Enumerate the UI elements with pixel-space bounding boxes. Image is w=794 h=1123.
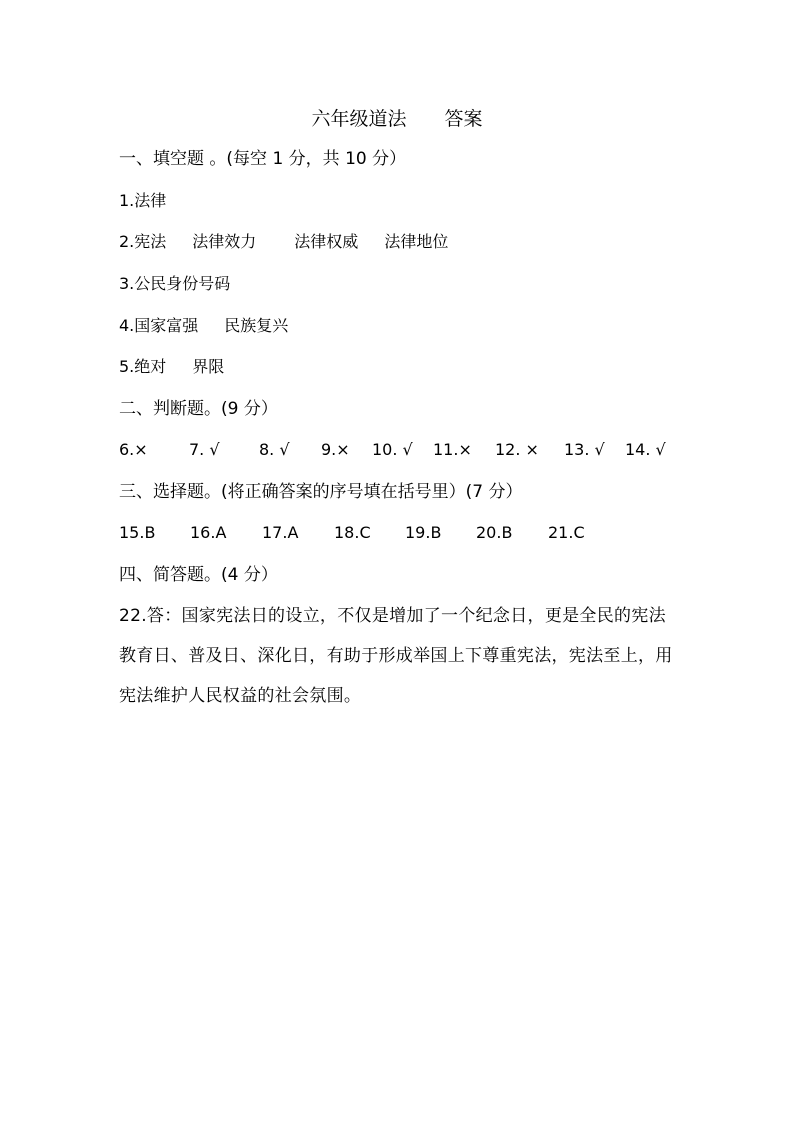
page-title: 六年级道法 答案 [311,108,483,130]
section-1-heading: 一、填空题 。(每空 1 分，共 10 分） [119,149,407,169]
answer-4-blank-1: 4.国家富强 [119,316,199,335]
answer-3: 3.公民身份号码 [119,274,231,293]
tf-answer-14: 14. √ [625,440,666,459]
choice-answer-21: 21.C [548,523,585,542]
answer-2 [119,230,448,254]
tf-answer-10: 10. √ [372,440,413,459]
tf-answer-7: 7. √ [189,440,220,459]
short-answer-22: 22.答：国家宪法日的设立，不仅是增加了一个纪念日，更是全民的宪法教育日、普及日、深化日，有助于形成举国上下尊重宪法，宪法至上，用宪法维护人民权益的社会氛围。 [119,606,673,706]
choice-answer-18: 18.C [334,523,371,542]
choice-answer-16: 16.A [190,523,227,542]
tf-answer-8: 8. √ [259,440,290,459]
answer-2-blank-4: 法律地位 [384,232,449,251]
choice-answers-row [119,521,599,545]
choice-answer-20: 20.B [476,523,513,542]
choice-answer-19: 19.B [405,523,442,542]
true-false-answers-row [119,438,679,462]
choice-answer-15: 15.B [119,523,156,542]
answer-4-blank-2: 民族复兴 [224,316,289,335]
section-2-heading: 二、判断题。(9 分） [119,399,278,419]
answer-5 [119,355,224,379]
answer-4 [119,314,288,338]
section-3-heading: 三、选择题。(将正确答案的序号填在括号里）(7 分） [119,482,523,502]
answer-2-blank-2: 法律效力 [192,232,257,251]
answer-2-blank-3: 法律权威 [294,232,359,251]
answer-2-blank-1: 2.宪法 [119,232,167,251]
tf-answer-12: 12. × [495,440,539,459]
tf-answer-11: 11.× [433,440,472,459]
tf-answer-13: 13. √ [564,440,605,459]
answer-5-blank-2: 界限 [192,357,225,376]
tf-answer-9: 9.× [321,440,350,459]
tf-answer-6: 6.× [119,440,148,459]
answer-1: 1.法律 [119,191,167,210]
choice-answer-17: 17.A [262,523,299,542]
section-4-heading: 四、简答题。(4 分） [119,565,278,585]
answer-5-blank-1: 5.绝对 [119,357,167,376]
